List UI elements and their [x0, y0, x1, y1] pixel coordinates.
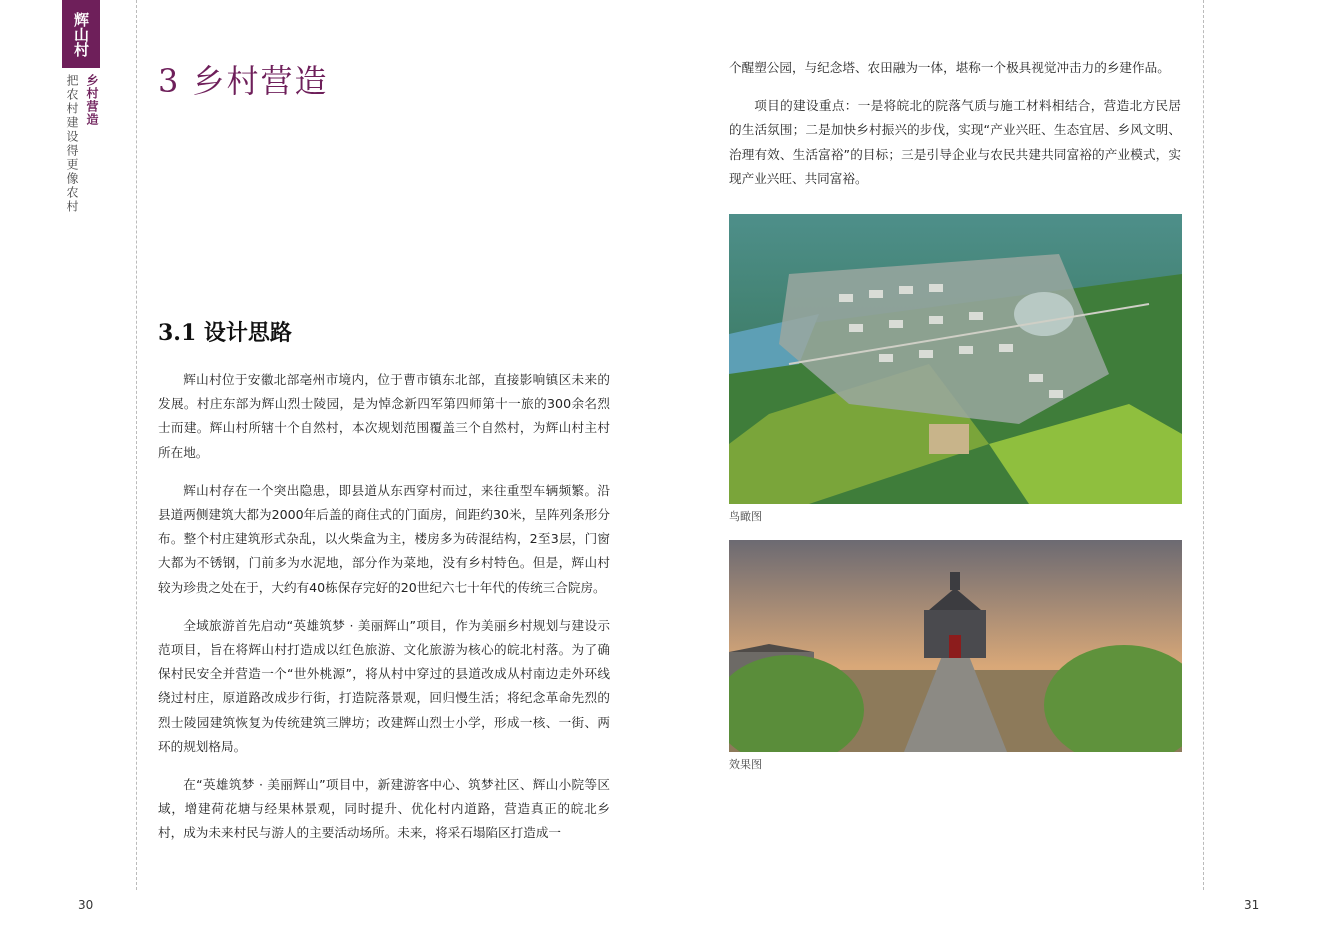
chapter-title: 3 乡村营造 [158, 62, 329, 100]
aerial-view-image [729, 214, 1182, 504]
rendering-illustration [729, 540, 1182, 752]
sidebar-chapter-label: 乡村营造 [85, 74, 99, 126]
page-number-right: 31 [1244, 898, 1260, 912]
section-title: 3.1 设计思路 [158, 320, 292, 346]
right-body-text [729, 56, 1181, 205]
paragraph: 辉山村位于安徽北部亳州市境内，位于曹市镇东北部，直接影响镇区未来的发展。村庄东部为辉山烈士陵园，是为悼念新四军第四师第十一旅的300余名烈士而建。辉山村所辖十个自然村，本次规划范围覆盖三个自然村，为辉山村主村所在地。 [158, 372, 610, 460]
paragraph: 个醒塑公园，与纪念塔、农田融为一体，堪称一个极具视觉冲击力的乡建作品。 [729, 60, 1170, 75]
paragraph: 全域旅游首先启动“英雄筑梦 · 美丽辉山”项目，作为美丽乡村规划与建设示范项目，旨在将辉山村打造成以红色旅游、文化旅游为核心的皖北村落。为了确保村民安全并营造一个“世外桃源”，将从村中穿过的县道改成从村南边走外环线绕过村庄，原道路改成步行街，打造院落景观，回归慢生活；将纪念革命先烈的烈士陵园建筑恢复为传统建筑三牌坊；改建辉山烈士小学，形成一核、一街、两环的规划格局。 [158, 617, 610, 754]
sidebar-slogan: 把农村建设得更像农村 [65, 74, 79, 214]
sidebar-tab: 辉山村 [62, 0, 100, 68]
rendering-caption: 效果图 [729, 758, 762, 771]
paragraph: 在“英雄筑梦 · 美丽辉山”项目中，新建游客中心、筑梦社区、辉山小院等区域，增建荷花塘与经果林景观，同时提升、优化村内道路，营造真正的皖北乡村，成为未来村民与游人的主要活动场所。未来，将采石塌陷区打造成一 [158, 777, 610, 841]
paragraph: 辉山村存在一个突出隐患，即县道从东西穿村而过，来往重型车辆频繁。沿县道两侧建筑大都为2000年后盖的商住式的门面房，间距约30米，呈阵列条形分布。整个村庄建筑形式杂乱，以火柴盒为主，楼房多为砖混结构，2至3层，门窗大都为不锈钢，门前多为水泥地，部分作为菜地，没有乡村特色。但是，辉山村较为珍贵之处在于，大约有40栋保存完好的20世纪六七十年代的传统三合院房。 [158, 482, 610, 595]
page-number-left: 30 [78, 898, 94, 912]
paragraph: 项目的建设重点：一是将皖北的院落气质与施工材料相结合，营造北方民居的生活氛围；二是加快乡村振兴的步伐，实现“产业兴旺、生态宜居、乡风文明、治理有效、生活富裕”的目标；三是引导企业与农民共建共同富裕的产业模式，实现产业兴旺、共同富裕。 [729, 98, 1181, 186]
aerial-view-illustration [729, 214, 1182, 504]
rendering-image [729, 540, 1182, 752]
left-body-text [158, 368, 610, 860]
aerial-caption: 鸟瞰图 [729, 510, 762, 523]
left-margin-divider [136, 0, 137, 890]
right-margin-divider [1203, 0, 1204, 890]
